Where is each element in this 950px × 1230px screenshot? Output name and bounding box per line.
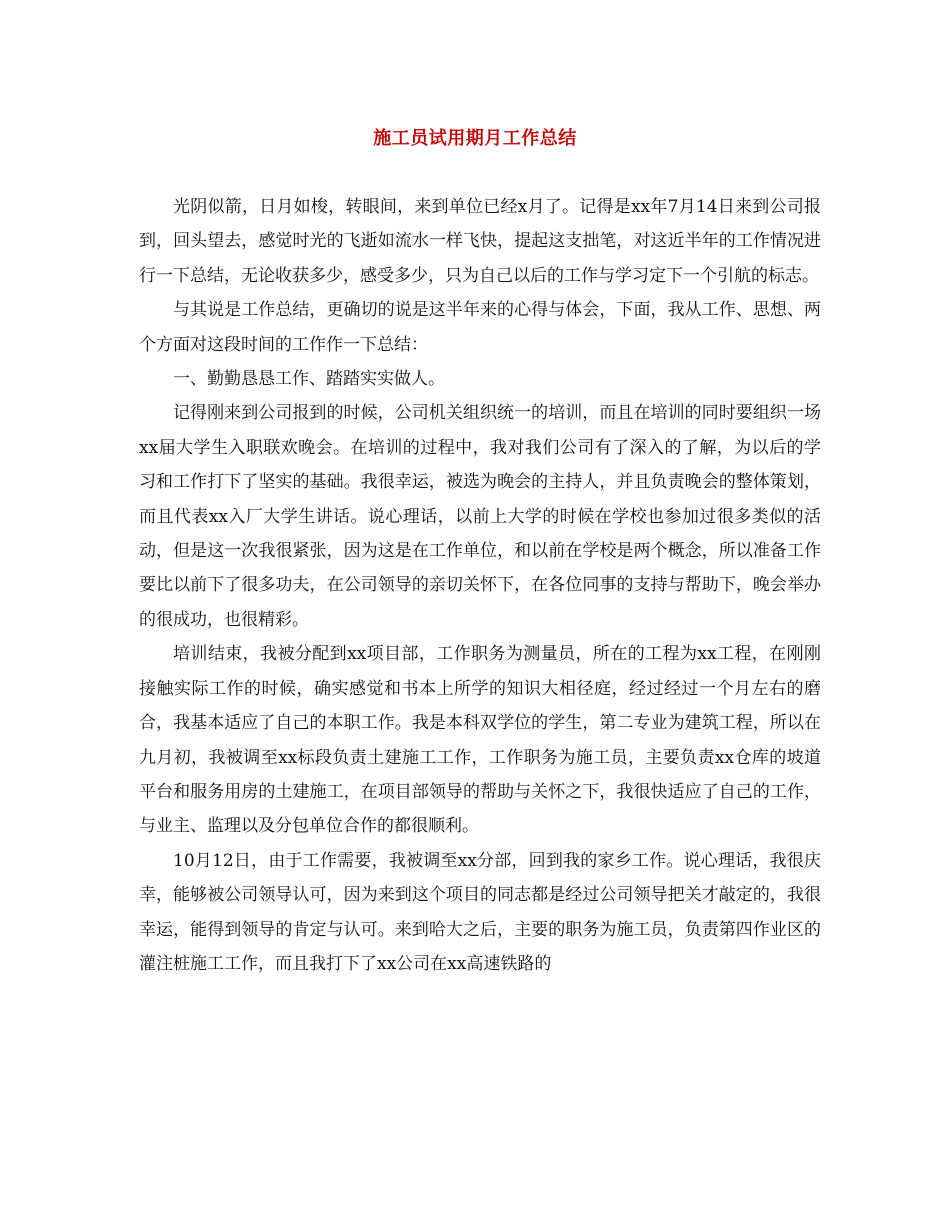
section-heading-1: 一、勤勤恳恳工作、踏踏实实做人。 — [173, 369, 445, 390]
document-body — [139, 190, 821, 981]
paragraph-summary-lead: 与其说是工作总结，更确切的说是这半年来的心得与体会，下面，我从工作、思想、两个方面对这段时间的工作作一下总结： — [139, 300, 821, 355]
document-title: 施工员试用期月工作总结 — [373, 128, 577, 149]
paragraph-transfer: 10月12日，由于工作需要，我被调至xx分部，回到我的家乡工作。说心理话，我很庆幸，能够被公司领导认可，因为来到这个项目的同志都是经过公司领导把关才敲定的，我很幸运，能得到领导的肯定与认可。来到哈大之后，主要的职务为施工员，负责第四作业区的灌注桩施工工作，而且我打下了xx公司在xx高速铁路的 — [139, 850, 821, 974]
paragraph-assignment: 培训结束，我被分配到xx项目部，工作职务为测量员，所在的工程为xx工程，在刚刚接触实际工作的时候，确实感觉和书本上所学的知识大相径庭，经过经过一个月左右的磨合，我基本适应了自己的本职工作。我是本科双学位的学生，第二专业为建筑工程，所以在九月初，我被调至xx标段负责土建施工工作，工作职务为施工员，主要负责xx仓库的坡道平台和服务用房的土建施工，在项目部领导的帮助与关怀之下，我很快适应了自己的工作，与业主、监理以及分包单位合作的都很顺利。 — [139, 644, 821, 837]
paragraph-training: 记得刚来到公司报到的时候，公司机关组织统一的培训，而且在培训的同时要组织一场xx届大学生入职联欢晚会。在培训的过程中，我对我们公司有了深入的了解，为以后的学习和工作打下了坚实的基础。我很幸运，被选为晚会的主持人，并且负责晚会的整体策划，而且代表xx入厂大学生讲话。说心理话，以前上大学的时候在学校也参加过很多类似的活动，但是这一次我很紧张，因为这是在工作单位，和以前在学校是两个概念，所以准备工作要比以前下了很多功夫，在公司领导的亲切关怀下，在各位同事的支持与帮助下，晚会举办的很成功，也很精彩。 — [139, 403, 821, 630]
paragraph-intro: 光阴似箭，日月如梭，转眼间，来到单位已经x月了。记得是xx年7月14日来到公司报到，回头望去，感觉时光的飞逝如流水一样飞快，提起这支拙笔，对这近半年的工作情况进行一下总结，无论收获多少，感受多少，只为自己以后的工作与学习定下一个引航的标志。 — [139, 197, 821, 286]
